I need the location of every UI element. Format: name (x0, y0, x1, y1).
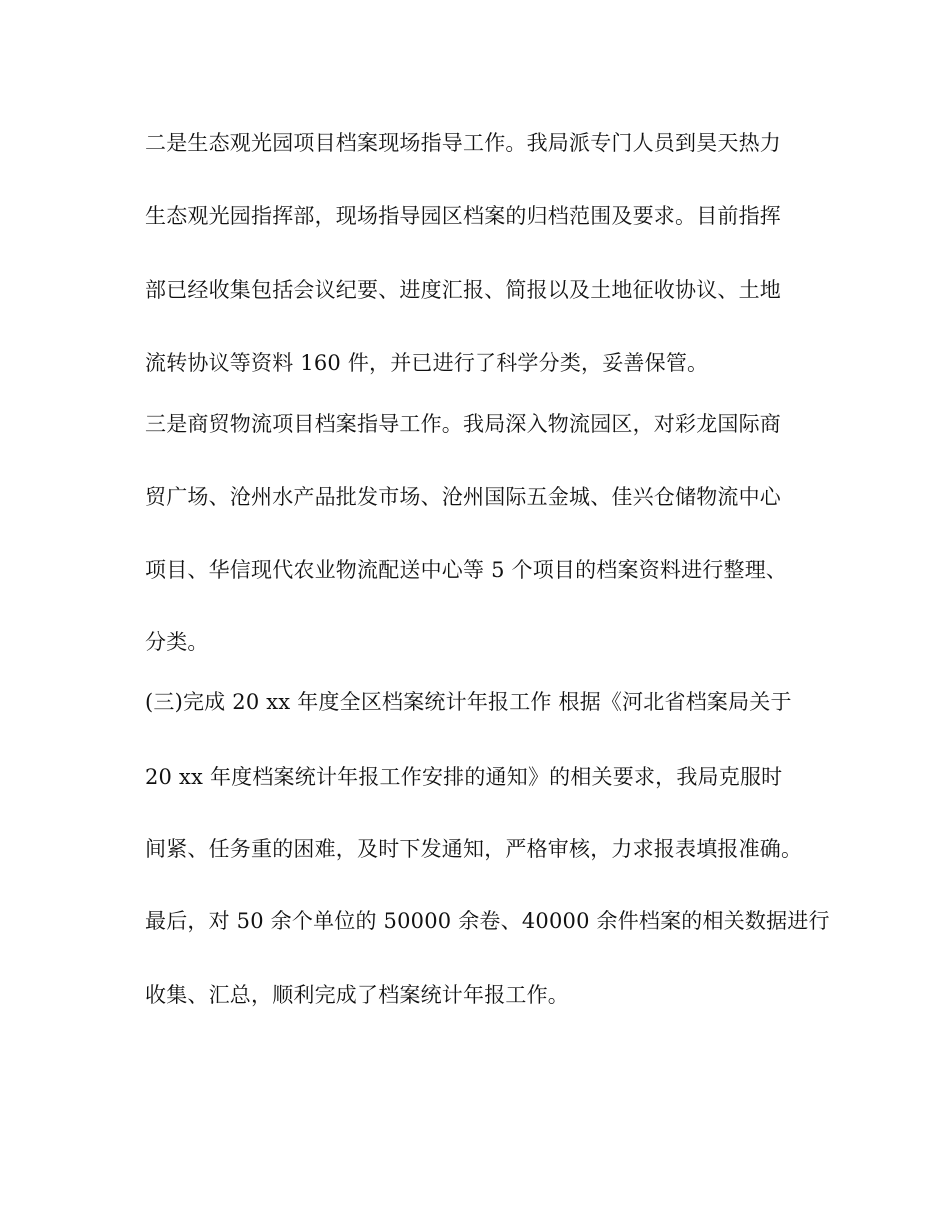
text-line: 最后，对 50 余个单位的 50000 余卷、40000 余件档案的相关数据进行 (145, 909, 830, 933)
text-line: 分类。 (145, 630, 209, 654)
text-line: (三)完成 20 xx 年度全区档案统计年报工作 根据《河北省档案局关于 (145, 690, 792, 714)
text-line: 流转协议等资料 160 件，并已进行了科学分类，妥善保管。 (145, 351, 709, 375)
text-line: 贸广场、沧州水产品批发市场、沧州国际五金城、佳兴仓储物流中心 (145, 485, 781, 509)
text-line: 三是商贸物流项目档案指导工作。我局深入物流园区，对彩龙国际商 (145, 412, 781, 436)
text-line: 间紧、任务重的困难，及时下发通知，严格审核，力求报表填报准确。 (145, 837, 803, 861)
text-line: 收集、汇总，顺利完成了档案统计年报工作。 (145, 983, 569, 1007)
text-line: 项目、华信现代农业物流配送中心等 5 个项目的档案资料进行整理、 (145, 558, 788, 582)
text-line: 二是生态观光园项目档案现场指导工作。我局派专门人员到昊天热力 (145, 131, 781, 155)
text-line: 20 xx 年度档案统计年报工作安排的通知》的相关要求，我局克服时 (145, 765, 783, 789)
text-line: 部已经收集包括会议纪要、进度汇报、简报以及土地征收协议、土地 (145, 278, 781, 302)
text-line: 生态观光园指挥部，现场指导园区档案的归档范围及要求。目前指挥 (145, 204, 781, 228)
